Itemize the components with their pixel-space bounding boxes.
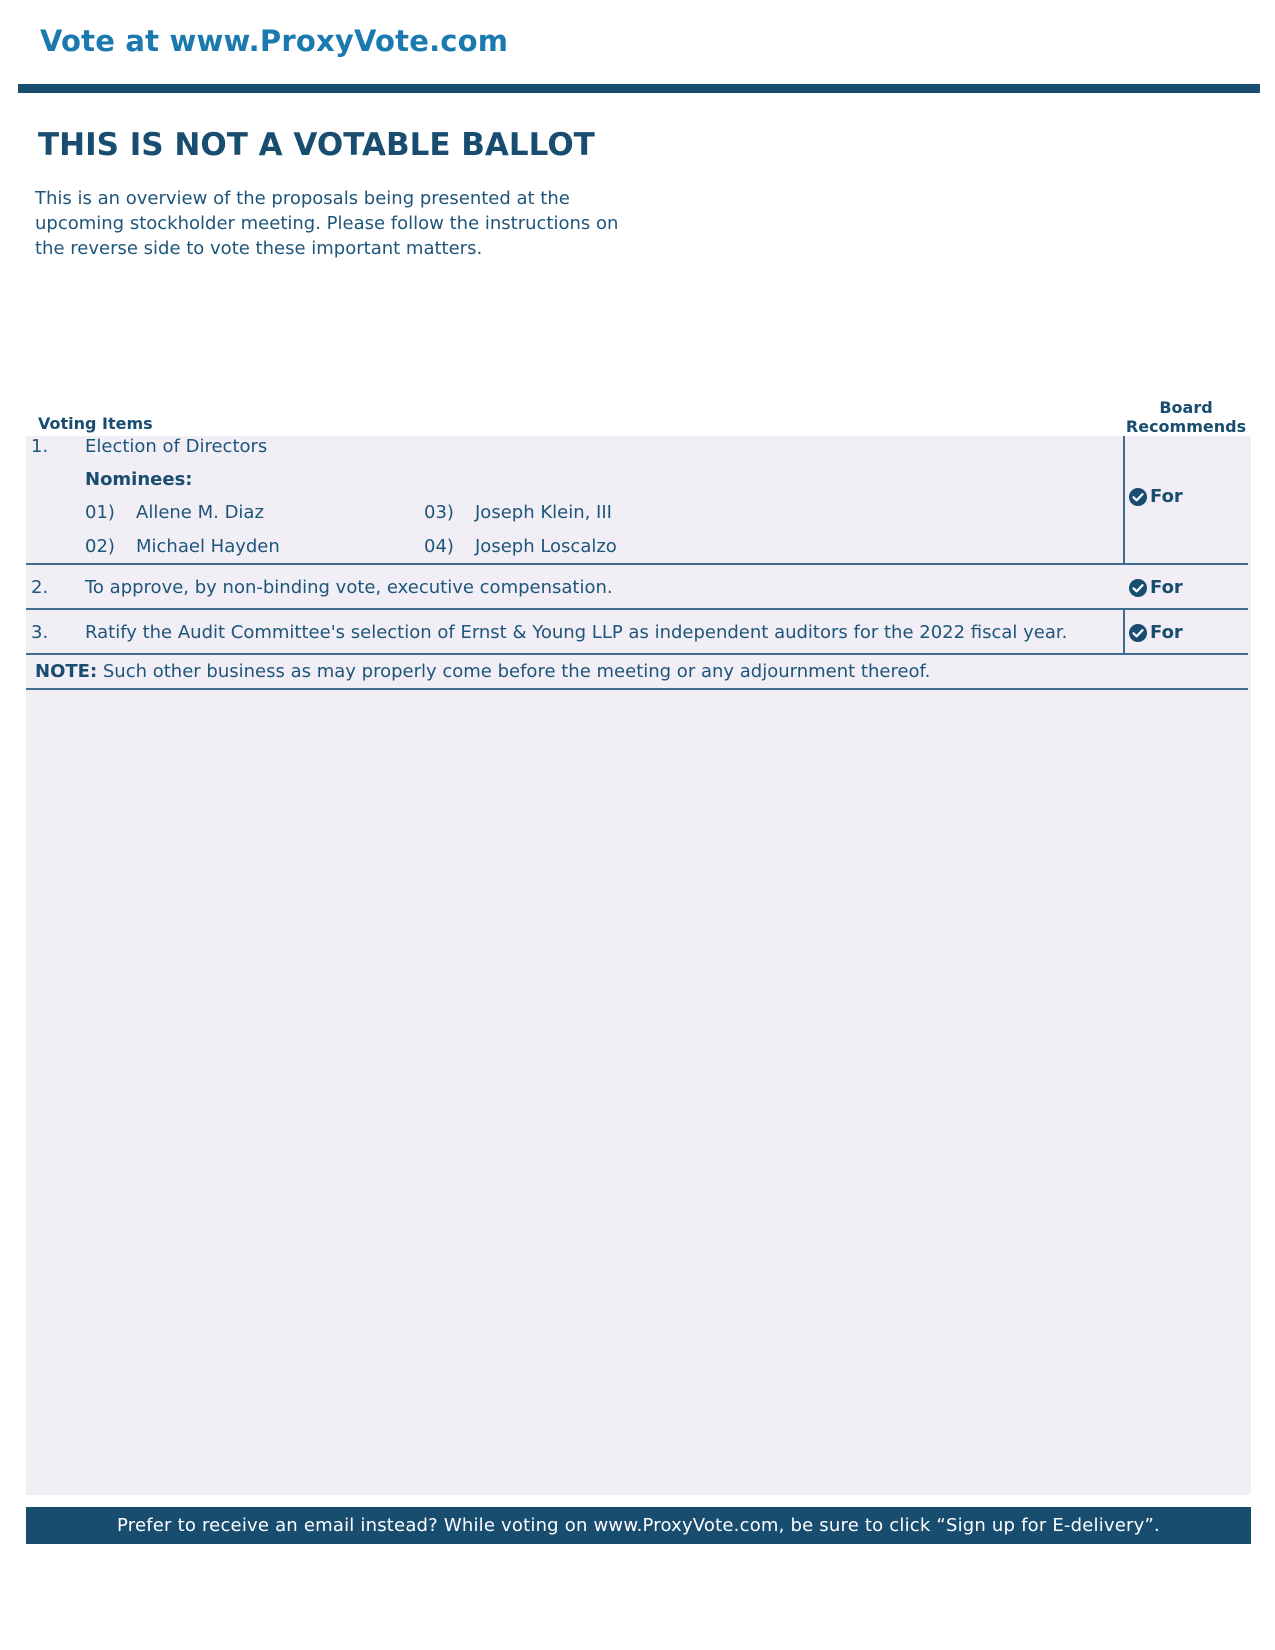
header-rule	[18, 84, 1260, 93]
recommendation	[1128, 577, 1183, 598]
row-divider	[26, 563, 1248, 565]
footer-text: Prefer to receive an email instead? While voting on www.ProxyVote.com, be sure to click “Sign up for E-delivery”.	[117, 1515, 1160, 1536]
item-text: To approve, by non-binding vote, executive compensation.	[85, 577, 613, 598]
check-circle-icon	[1128, 487, 1148, 507]
nominee-number: 03)	[424, 502, 454, 523]
nominee-name: Michael Hayden	[136, 536, 280, 557]
recommendation-label: For	[1150, 577, 1183, 598]
intro-text: This is an overview of the proposals being presented at the upcoming stockholder meeting. Please follow the instructions on the reverse side to vote these important matters.	[35, 188, 619, 259]
nominees-label: Nominees:	[85, 469, 193, 490]
item-number: 3.	[31, 622, 49, 643]
nominee-number: 02)	[85, 536, 115, 557]
recommendation-label: For	[1150, 622, 1183, 643]
board-recommends-header: Board Recommends	[1125, 398, 1247, 436]
note	[35, 661, 930, 682]
footer-banner	[26, 1507, 1251, 1544]
row-divider	[26, 688, 1248, 690]
item-text: Election of Directors	[85, 436, 268, 457]
note-label: NOTE:	[35, 661, 98, 682]
item-text: Ratify the Audit Committee's selection of Ernst & Young LLP as independent auditors for the 2022 fiscal year.	[85, 622, 1068, 643]
nominee-name: Joseph Loscalzo	[475, 536, 617, 557]
nominee-number: 01)	[85, 502, 115, 523]
item-number: 1.	[31, 436, 49, 457]
recommendation	[1128, 622, 1183, 643]
page-title: THIS IS NOT A VOTABLE BALLOT	[38, 127, 595, 163]
check-circle-icon	[1128, 578, 1148, 598]
column-divider	[1123, 436, 1125, 563]
item-number: 2.	[31, 577, 49, 598]
header-title: Vote at www.ProxyVote.com	[40, 24, 509, 58]
recommendation-label: For	[1150, 486, 1183, 507]
note-text: Such other business as may properly come before the meeting or any adjournment thereof.	[97, 661, 931, 682]
row-divider	[26, 653, 1248, 655]
recommendation	[1128, 486, 1183, 507]
nominee-number: 04)	[424, 536, 454, 557]
nominee-name: Joseph Klein, III	[475, 502, 612, 523]
check-circle-icon	[1128, 623, 1148, 643]
nominee-name: Allene M. Diaz	[136, 502, 264, 523]
row-divider	[26, 608, 1248, 610]
voting-items-header: Voting Items	[38, 414, 153, 433]
column-divider	[1123, 608, 1125, 654]
